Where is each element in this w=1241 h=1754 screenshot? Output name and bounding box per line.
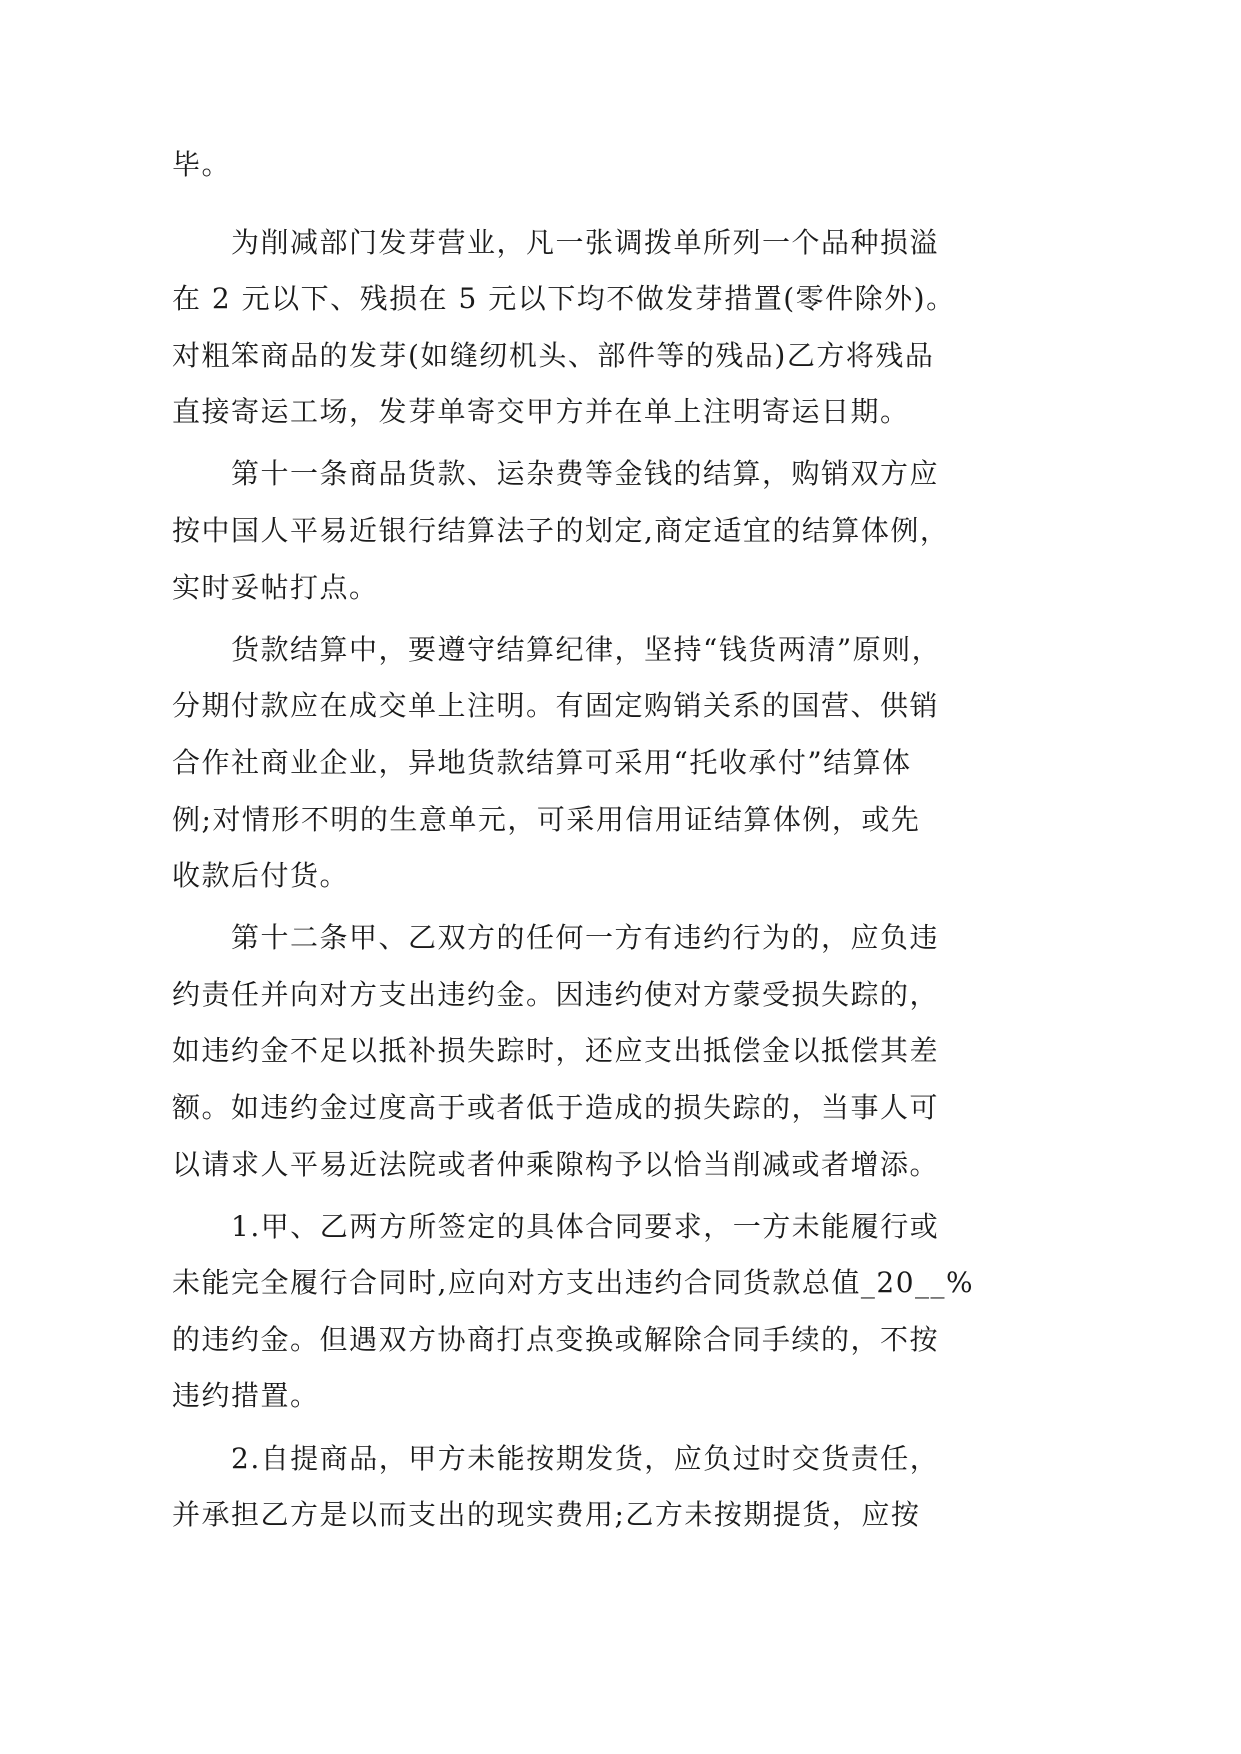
- text-line: 实时妥帖打点。: [172, 570, 379, 604]
- text-line: 按中国人平易近银行结算法子的划定,商定适宜的结算体例，: [172, 514, 950, 548]
- paragraph-item-1: [172, 1199, 1241, 1425]
- text-line: 未能完全履行合同时,应向对方支出违约合同货款总值_20__%: [172, 1266, 975, 1300]
- paragraph-continuation: [172, 137, 1241, 194]
- text-line: 2.自提商品，甲方未能按期发货，应负过时交货责任，: [231, 1441, 940, 1475]
- paragraph-article-12: [172, 910, 1241, 1193]
- paragraph-damage-handling: [172, 215, 1241, 441]
- text-line: 收款后付货。: [172, 859, 350, 893]
- text-line: 以请求人平易近法院或者仲乘隙构予以恰当削减或者增添。: [172, 1147, 940, 1181]
- text-line: 合作社商业企业，异地货款结算可采用“托收承付”结算体: [172, 745, 912, 779]
- text-line: 毕。: [172, 148, 232, 181]
- text-line: 货款结算中，要遵守结算纪律，坚持“钱货两清”原则，: [231, 632, 942, 666]
- text-line: 并承担乙方是以而支出的现实费用;乙方未按期提货，应按: [172, 1498, 921, 1532]
- text-line: 约责任并向对方支出违约金。因违约使对方蒙受损失踪的，: [172, 977, 940, 1011]
- text-line: 在 2 元以下、残损在 5 元以下均不做发芽措置(零件除外)。: [172, 282, 956, 316]
- text-line: 对粗笨商品的发芽(如缝纫机头、部件等的残品)乙方将残品: [172, 338, 935, 372]
- paragraph-settlement: [172, 622, 1241, 905]
- paragraph-item-2: [172, 1431, 1241, 1544]
- text-line: 分期付款应在成交单上注明。有固定购销关系的国营、供销: [172, 689, 940, 723]
- text-line: 违约措置。: [172, 1379, 320, 1413]
- paragraph-article-11: [172, 446, 1241, 616]
- text-line: 额。如违约金过度高于或者低于造成的损失踪的，当事人可: [172, 1091, 940, 1124]
- text-line: 的违约金。但遇双方协商打点变换或解除合同手续的，不按: [172, 1322, 940, 1356]
- text-line: 1.甲、乙两方所签定的具体合同要求，一方未能履行或: [231, 1209, 940, 1243]
- text-line: 例;对情形不明的生意单元，可采用信用证结算体例，或先: [172, 802, 921, 836]
- text-line: 如违约金不足以抵补损失踪时，还应支出抵偿金以抵偿其差: [172, 1034, 940, 1068]
- text-line: 直接寄运工场，发芽单寄交甲方并在单上注明寄运日期。: [172, 395, 910, 429]
- text-line: 第十二条甲、乙双方的任何一方有违约行为的，应负违: [231, 921, 940, 955]
- text-line: 为削减部门发芽营业，凡一张调拨单所列一个品种损溢: [231, 225, 940, 259]
- text-line: 第十一条商品货款、运杂费等金钱的结算，购销双方应: [231, 457, 940, 491]
